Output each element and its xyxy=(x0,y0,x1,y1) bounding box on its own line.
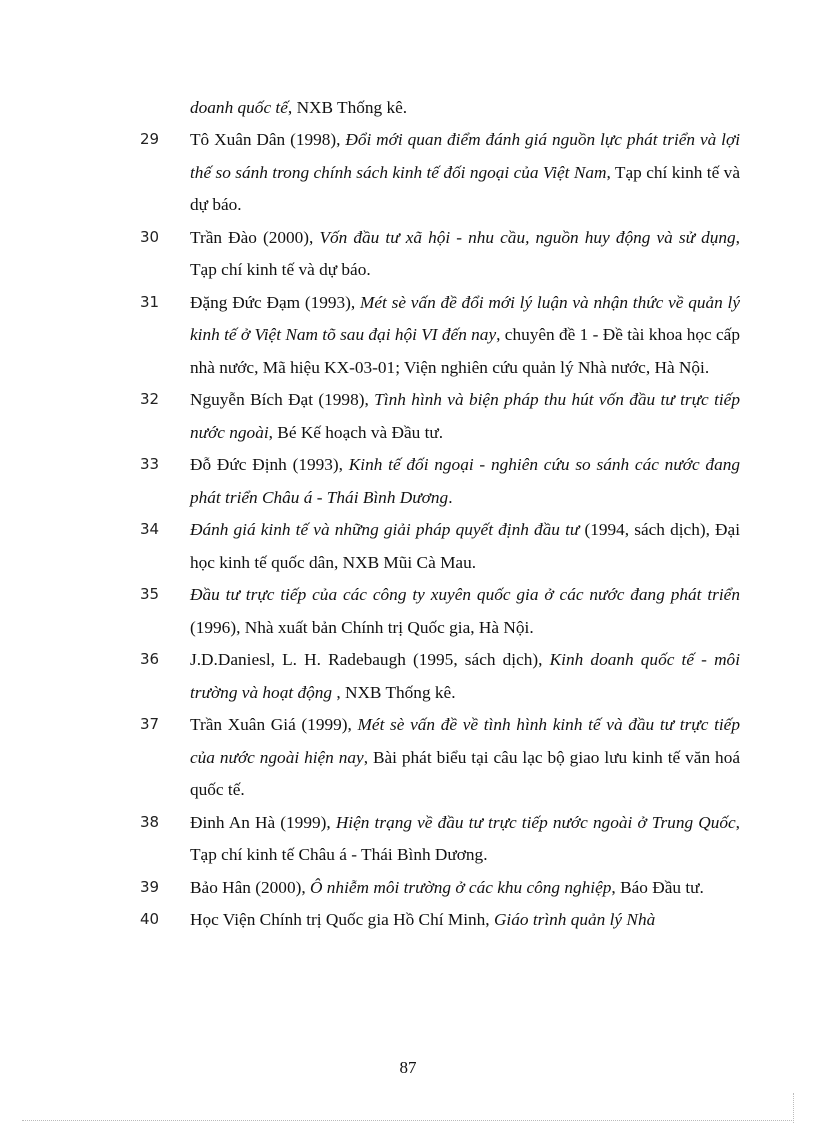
reference-title: Hiện trạng về đầu tư trực tiếp nước ngoài ở Trung Quốc xyxy=(335,812,736,832)
reference-item xyxy=(0,222,816,287)
page-border-bottom xyxy=(22,1120,794,1121)
reference-title: Kinh tế đối ngoại - nghiên cứu so sánh các nước đang phát triển Châu á - Thái Bình Dương xyxy=(190,455,740,507)
page-border-right xyxy=(793,1093,794,1123)
reference-item xyxy=(0,514,816,579)
reference-text xyxy=(190,449,740,514)
reference-title: Ô nhiễm môi trường ở các khu công nghiệp xyxy=(309,877,612,897)
reference-item xyxy=(0,579,816,644)
reference-title: Vốn đầu tư xã hội - nhu cầu, nguồn huy động và sử dụng xyxy=(319,227,736,247)
reference-item xyxy=(0,807,816,872)
reference-source: , Báo Đầu tư. xyxy=(611,877,704,897)
reference-item xyxy=(0,124,816,222)
reference-number: 37 xyxy=(140,715,160,733)
reference-text xyxy=(190,514,740,579)
reference-source: (1996), Nhà xuất bản Chính trị Quốc gia, Hà Nội. xyxy=(190,617,534,637)
reference-author: Học Viện Chính trị Quốc gia Hồ Chí Minh, xyxy=(190,910,494,929)
reference-title: Mét sè vấn đề về tình hình kinh tế và đầu tư trực tiếp của nước ngoài hiện nay xyxy=(190,715,740,767)
continuation-rest: , NXB Thống kê. xyxy=(287,98,408,117)
reference-item xyxy=(0,384,816,449)
reference-text xyxy=(190,124,740,222)
reference-author: Tô Xuân Dân (1998), xyxy=(190,130,346,149)
page-number: 87 xyxy=(399,1058,417,1077)
reference-author: Bảo Hân (2000), xyxy=(190,877,310,897)
reference-number: 36 xyxy=(140,650,160,668)
reference-text xyxy=(190,807,740,872)
reference-item xyxy=(0,287,816,385)
reference-source: . xyxy=(448,487,453,507)
reference-text xyxy=(190,384,740,449)
reference-number: 39 xyxy=(140,877,160,896)
reference-text xyxy=(190,904,740,937)
reference-author: J.D.Daniesl, L. H. Radebaugh (1995, sách dịch), xyxy=(190,650,550,669)
reference-title: Tình hình và biện pháp thu hút vốn đầu tư trực tiếp nước ngoài xyxy=(190,390,740,442)
reference-number: 38 xyxy=(140,812,160,831)
reference-title: Đổi mới quan điểm đánh giá nguồn lực phát triển và lợi thế so sánh trong chính sách kinh tế đối ngoại của Việt Nam xyxy=(190,130,740,182)
reference-source: , Bài phát biểu tại câu lạc bộ giao lưu kinh tế văn hoá quốc tế. xyxy=(190,747,741,799)
reference-number: 29 xyxy=(140,130,160,148)
reference-text xyxy=(190,872,740,905)
reference-number: 40 xyxy=(140,910,160,928)
reference-author: Đỗ Đức Định (1993), xyxy=(190,455,349,474)
reference-number: 33 xyxy=(140,455,160,473)
reference-title: Mét sè vấn đề đổi mới lý luận và nhận thức về quản lý kinh tế ở Việt Nam tõ sau đại hội VI đến nay xyxy=(190,292,740,344)
reference-item xyxy=(0,449,816,514)
reference-continuation xyxy=(190,92,750,125)
reference-number: 31 xyxy=(140,292,160,311)
reference-number: 35 xyxy=(140,585,160,603)
reference-source: , chuyên đề 1 - Đề tài khoa học cấp nhà nước, Mã hiệu KX-03-01; Viện nghiên cứu quản lý Nhà nước, Hà Nội. xyxy=(190,325,740,377)
reference-text xyxy=(190,709,740,807)
reference-author: Đặng Đức Đạm (1993), xyxy=(190,292,360,312)
reference-author: Trần Đào (2000), xyxy=(190,227,320,247)
reference-item xyxy=(0,872,816,905)
reference-source: (1994, sách dịch), Đại học kinh tế quốc dân, NXB Mũi Cà Mau. xyxy=(190,520,741,572)
reference-title: Giáo trình quản lý Nhà xyxy=(493,910,656,929)
reference-source: , Tạp chí kinh tế Châu á - Thái Bình Dương. xyxy=(190,812,740,864)
reference-number: 32 xyxy=(140,390,160,408)
reference-text xyxy=(190,222,740,287)
reference-text xyxy=(190,287,740,385)
reference-number: 34 xyxy=(140,520,160,538)
reference-title: Đầu tư trực tiếp của các công ty xuyên quốc gia ở các nước đang phát triển xyxy=(190,585,740,604)
reference-list xyxy=(0,124,816,937)
reference-source: , Tạp chí kinh tế và dự báo. xyxy=(190,162,740,214)
reference-title: Kinh doanh quốc tế - môi trường và hoạt động xyxy=(190,650,740,702)
reference-item xyxy=(0,709,816,807)
reference-text xyxy=(190,644,740,709)
reference-source: , NXB Thống kê. xyxy=(332,682,456,702)
reference-source: , Tạp chí kinh tế và dự báo. xyxy=(190,227,740,279)
continuation-title: doanh quốc tế xyxy=(190,98,288,117)
reference-item xyxy=(0,904,816,937)
reference-author: Nguyễn Bích Đạt (1998), xyxy=(190,390,375,409)
reference-text xyxy=(190,579,740,644)
reference-item xyxy=(0,644,816,709)
reference-number: 30 xyxy=(140,227,160,246)
reference-title: Đánh giá kinh tế và những giải pháp quyết định đầu tư xyxy=(190,520,580,539)
reference-author: Trần Xuân Giá (1999), xyxy=(190,715,358,734)
reference-author: Đinh An Hà (1999), xyxy=(190,812,336,832)
reference-source: , Bé Kế hoạch và Đầu tư. xyxy=(268,422,444,442)
